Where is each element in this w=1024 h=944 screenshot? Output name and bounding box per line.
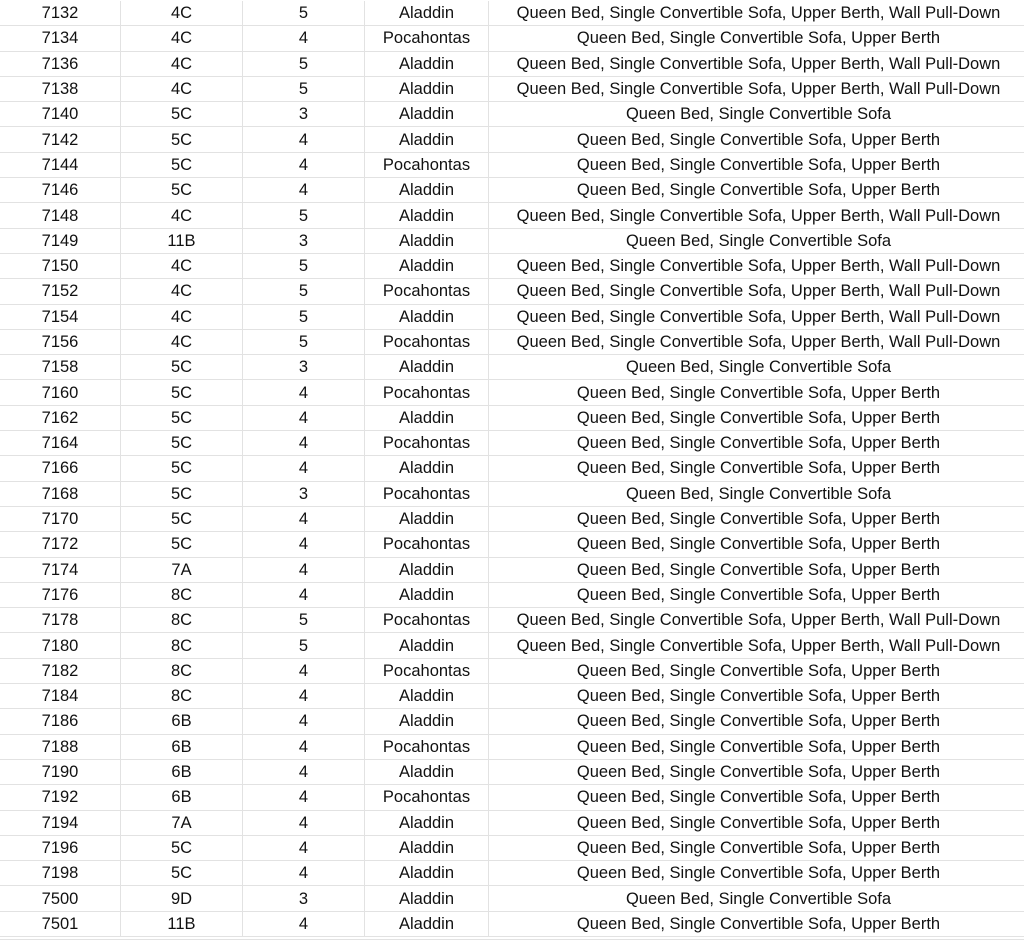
category-cell[interactable]: 5C — [121, 405, 243, 430]
cabin-cell[interactable]: 7149 — [0, 228, 121, 253]
ship-cell[interactable]: Aladdin — [365, 582, 489, 607]
sleeps-cell[interactable]: 4 — [243, 785, 365, 810]
ship-cell[interactable]: Aladdin — [365, 228, 489, 253]
category-cell[interactable]: 11B — [121, 911, 243, 936]
sleeps-cell[interactable]: 4 — [243, 810, 365, 835]
ship-cell[interactable]: Aladdin — [365, 203, 489, 228]
sleeps-cell[interactable]: 4 — [243, 431, 365, 456]
sleeps-cell[interactable]: 5 — [243, 253, 365, 278]
sleeps-cell[interactable]: 5 — [243, 633, 365, 658]
ship-cell[interactable]: Pocahontas — [365, 658, 489, 683]
table-row — [0, 127, 1024, 152]
beds-cell[interactable]: Queen Bed, Single Convertible Sofa, Upper Berth, Wall Pull-Down — [489, 633, 1024, 658]
cabin-cell[interactable]: 7172 — [0, 532, 121, 557]
sleeps-cell[interactable]: 5 — [243, 304, 365, 329]
ship-cell[interactable]: Pocahontas — [365, 532, 489, 557]
cabin-cell[interactable]: 7176 — [0, 582, 121, 607]
category-cell[interactable]: 9D — [121, 886, 243, 911]
beds-cell[interactable]: Queen Bed, Single Convertible Sofa — [489, 886, 1024, 911]
ship-cell[interactable]: Aladdin — [365, 51, 489, 76]
cabin-cell[interactable]: 7156 — [0, 329, 121, 354]
sleeps-cell[interactable]: 4 — [243, 658, 365, 683]
table-row — [0, 709, 1024, 734]
table-row — [0, 684, 1024, 709]
beds-cell[interactable]: Queen Bed, Single Convertible Sofa, Upper Berth — [489, 582, 1024, 607]
sleeps-cell[interactable]: 4 — [243, 557, 365, 582]
category-cell[interactable]: 5C — [121, 861, 243, 886]
cabin-cell[interactable]: 7192 — [0, 785, 121, 810]
ship-cell[interactable]: Aladdin — [365, 861, 489, 886]
cabin-cell[interactable]: 7190 — [0, 759, 121, 784]
ship-cell[interactable]: Aladdin — [365, 684, 489, 709]
ship-cell[interactable]: Aladdin — [365, 557, 489, 582]
table-row — [0, 355, 1024, 380]
cabin-cell[interactable]: 7140 — [0, 102, 121, 127]
cabin-cell[interactable]: 7142 — [0, 127, 121, 152]
table-row — [0, 759, 1024, 784]
ship-cell[interactable]: Aladdin — [365, 759, 489, 784]
beds-cell[interactable]: Queen Bed, Single Convertible Sofa — [489, 102, 1024, 127]
category-cell[interactable]: 4C — [121, 26, 243, 51]
beds-cell[interactable]: Queen Bed, Single Convertible Sofa, Upper Berth — [489, 405, 1024, 430]
beds-cell[interactable]: Queen Bed, Single Convertible Sofa, Upper Berth — [489, 178, 1024, 203]
sleeps-cell[interactable]: 4 — [243, 178, 365, 203]
next-row-edge — [0, 939, 1024, 944]
category-cell[interactable]: 4C — [121, 279, 243, 304]
ship-cell[interactable]: Aladdin — [365, 253, 489, 278]
beds-cell[interactable]: Queen Bed, Single Convertible Sofa, Upper Berth — [489, 658, 1024, 683]
table-row — [0, 456, 1024, 481]
beds-cell[interactable]: Queen Bed, Single Convertible Sofa, Upper Berth, Wall Pull-Down — [489, 51, 1024, 76]
ship-cell[interactable]: Pocahontas — [365, 329, 489, 354]
category-cell[interactable]: 6B — [121, 709, 243, 734]
cabin-cell[interactable]: 7150 — [0, 253, 121, 278]
category-cell[interactable]: 4C — [121, 329, 243, 354]
ship-cell[interactable]: Aladdin — [365, 102, 489, 127]
category-cell[interactable]: 11B — [121, 228, 243, 253]
table-row — [0, 481, 1024, 506]
table-row — [0, 582, 1024, 607]
table-row — [0, 102, 1024, 127]
ship-cell[interactable]: Aladdin — [365, 810, 489, 835]
table-row — [0, 633, 1024, 658]
cabin-cell[interactable]: 7132 — [0, 1, 121, 26]
cabin-cell[interactable]: 7144 — [0, 152, 121, 177]
category-cell[interactable]: 6B — [121, 734, 243, 759]
category-cell[interactable]: 6B — [121, 759, 243, 784]
cabin-cell[interactable]: 7196 — [0, 835, 121, 860]
beds-cell[interactable]: Queen Bed, Single Convertible Sofa, Upper Berth, Wall Pull-Down — [489, 76, 1024, 101]
category-cell[interactable]: 5C — [121, 456, 243, 481]
cabin-cell[interactable]: 7166 — [0, 456, 121, 481]
category-cell[interactable]: 4C — [121, 1, 243, 26]
ship-cell[interactable]: Aladdin — [365, 178, 489, 203]
ship-cell[interactable]: Aladdin — [365, 405, 489, 430]
table-row — [0, 203, 1024, 228]
cabin-cell[interactable]: 7160 — [0, 380, 121, 405]
table-row — [0, 734, 1024, 759]
cabin-cell[interactable]: 7194 — [0, 810, 121, 835]
cabin-cell[interactable]: 7500 — [0, 886, 121, 911]
cabin-cell[interactable]: 7134 — [0, 26, 121, 51]
sleeps-cell[interactable]: 5 — [243, 51, 365, 76]
ship-cell[interactable]: Pocahontas — [365, 481, 489, 506]
cabin-cell[interactable]: 7146 — [0, 178, 121, 203]
beds-cell[interactable]: Queen Bed, Single Convertible Sofa, Upper Berth — [489, 152, 1024, 177]
table-row — [0, 76, 1024, 101]
category-cell[interactable]: 5C — [121, 355, 243, 380]
table-row — [0, 279, 1024, 304]
table-row — [0, 608, 1024, 633]
sleeps-cell[interactable]: 5 — [243, 279, 365, 304]
ship-cell[interactable]: Pocahontas — [365, 785, 489, 810]
category-cell[interactable]: 5C — [121, 506, 243, 531]
table-row — [0, 26, 1024, 51]
sleeps-cell[interactable]: 4 — [243, 684, 365, 709]
category-cell[interactable]: 4C — [121, 203, 243, 228]
table-row — [0, 405, 1024, 430]
sleeps-cell[interactable]: 4 — [243, 506, 365, 531]
sleeps-cell[interactable]: 5 — [243, 76, 365, 101]
table-row — [0, 228, 1024, 253]
cabin-cell[interactable]: 7178 — [0, 608, 121, 633]
beds-cell[interactable]: Queen Bed, Single Convertible Sofa, Upper Berth — [489, 506, 1024, 531]
category-cell[interactable]: 5C — [121, 178, 243, 203]
beds-cell[interactable]: Queen Bed, Single Convertible Sofa, Upper Berth, Wall Pull-Down — [489, 253, 1024, 278]
cabin-cell[interactable]: 7158 — [0, 355, 121, 380]
category-cell[interactable]: 4C — [121, 51, 243, 76]
table-row — [0, 810, 1024, 835]
category-cell[interactable]: 5C — [121, 380, 243, 405]
category-cell[interactable]: 5C — [121, 481, 243, 506]
category-cell[interactable]: 5C — [121, 127, 243, 152]
category-cell[interactable]: 5C — [121, 532, 243, 557]
beds-cell[interactable]: Queen Bed, Single Convertible Sofa, Upper Berth — [489, 810, 1024, 835]
beds-cell[interactable]: Queen Bed, Single Convertible Sofa, Upper Berth, Wall Pull-Down — [489, 329, 1024, 354]
category-cell[interactable]: 8C — [121, 633, 243, 658]
cabin-cell[interactable]: 7152 — [0, 279, 121, 304]
category-cell[interactable]: 4C — [121, 304, 243, 329]
cabin-cell[interactable]: 7148 — [0, 203, 121, 228]
table-row — [0, 557, 1024, 582]
beds-cell[interactable]: Queen Bed, Single Convertible Sofa — [489, 481, 1024, 506]
table-row — [0, 835, 1024, 860]
ship-cell[interactable]: Pocahontas — [365, 279, 489, 304]
cabin-cell[interactable]: 7188 — [0, 734, 121, 759]
ship-cell[interactable]: Aladdin — [365, 127, 489, 152]
sleeps-cell[interactable]: 4 — [243, 380, 365, 405]
table-row — [0, 253, 1024, 278]
sleeps-cell[interactable]: 4 — [243, 835, 365, 860]
cabin-cell[interactable]: 7138 — [0, 76, 121, 101]
beds-cell[interactable]: Queen Bed, Single Convertible Sofa, Upper Berth — [489, 759, 1024, 784]
beds-cell[interactable]: Queen Bed, Single Convertible Sofa — [489, 355, 1024, 380]
beds-cell[interactable]: Queen Bed, Single Convertible Sofa, Upper Berth, Wall Pull-Down — [489, 203, 1024, 228]
table-row — [0, 304, 1024, 329]
sleeps-cell[interactable]: 4 — [243, 26, 365, 51]
cabin-cell[interactable]: 7184 — [0, 684, 121, 709]
cabin-cell[interactable]: 7182 — [0, 658, 121, 683]
beds-cell[interactable]: Queen Bed, Single Convertible Sofa, Upper Berth — [489, 26, 1024, 51]
ship-cell[interactable]: Aladdin — [365, 76, 489, 101]
cabin-cell[interactable]: 7180 — [0, 633, 121, 658]
ship-cell[interactable]: Pocahontas — [365, 608, 489, 633]
sleeps-cell[interactable]: 3 — [243, 481, 365, 506]
beds-cell[interactable]: Queen Bed, Single Convertible Sofa, Upper Berth — [489, 861, 1024, 886]
sleeps-cell[interactable]: 4 — [243, 911, 365, 936]
cabin-table — [0, 1, 1024, 937]
table-row — [0, 658, 1024, 683]
sleeps-cell[interactable]: 3 — [243, 228, 365, 253]
beds-cell[interactable]: Queen Bed, Single Convertible Sofa, Upper Berth — [489, 431, 1024, 456]
ship-cell[interactable]: Aladdin — [365, 506, 489, 531]
table-row — [0, 911, 1024, 936]
ship-cell[interactable]: Aladdin — [365, 304, 489, 329]
table-row — [0, 861, 1024, 886]
ship-cell[interactable]: Pocahontas — [365, 26, 489, 51]
ship-cell[interactable]: Aladdin — [365, 1, 489, 26]
beds-cell[interactable]: Queen Bed, Single Convertible Sofa, Upper Berth — [489, 785, 1024, 810]
cabin-cell[interactable]: 7154 — [0, 304, 121, 329]
beds-cell[interactable]: Queen Bed, Single Convertible Sofa, Upper Berth — [489, 734, 1024, 759]
ship-cell[interactable]: Aladdin — [365, 835, 489, 860]
sleeps-cell[interactable]: 4 — [243, 152, 365, 177]
sleeps-cell[interactable]: 4 — [243, 405, 365, 430]
category-cell[interactable]: 7A — [121, 557, 243, 582]
sleeps-cell[interactable]: 3 — [243, 102, 365, 127]
beds-cell[interactable]: Queen Bed, Single Convertible Sofa, Upper Berth — [489, 127, 1024, 152]
category-cell[interactable]: 8C — [121, 658, 243, 683]
table-row — [0, 506, 1024, 531]
sleeps-cell[interactable]: 5 — [243, 329, 365, 354]
table-row — [0, 51, 1024, 76]
beds-cell[interactable]: Queen Bed, Single Convertible Sofa, Upper Berth — [489, 684, 1024, 709]
category-cell[interactable]: 5C — [121, 152, 243, 177]
sleeps-cell[interactable]: 3 — [243, 355, 365, 380]
table-row — [0, 1, 1024, 26]
sleeps-cell[interactable]: 4 — [243, 709, 365, 734]
cabin-cell[interactable]: 7164 — [0, 431, 121, 456]
sleeps-cell[interactable]: 4 — [243, 456, 365, 481]
beds-cell[interactable]: Queen Bed, Single Convertible Sofa, Upper Berth — [489, 456, 1024, 481]
ship-cell[interactable]: Aladdin — [365, 886, 489, 911]
table-row — [0, 329, 1024, 354]
category-cell[interactable]: 5C — [121, 102, 243, 127]
beds-cell[interactable]: Queen Bed, Single Convertible Sofa, Upper Berth — [489, 380, 1024, 405]
category-cell[interactable]: 8C — [121, 582, 243, 607]
beds-cell[interactable]: Queen Bed, Single Convertible Sofa, Upper Berth, Wall Pull-Down — [489, 1, 1024, 26]
category-cell[interactable]: 4C — [121, 253, 243, 278]
cabin-cell[interactable]: 7162 — [0, 405, 121, 430]
cabin-cell[interactable]: 7174 — [0, 557, 121, 582]
category-cell[interactable]: 5C — [121, 431, 243, 456]
table-row — [0, 886, 1024, 911]
beds-cell[interactable]: Queen Bed, Single Convertible Sofa, Upper Berth — [489, 557, 1024, 582]
cabin-cell[interactable]: 7170 — [0, 506, 121, 531]
cabin-cell[interactable]: 7136 — [0, 51, 121, 76]
table-row — [0, 532, 1024, 557]
beds-cell[interactable]: Queen Bed, Single Convertible Sofa, Upper Berth, Wall Pull-Down — [489, 608, 1024, 633]
sleeps-cell[interactable]: 3 — [243, 886, 365, 911]
sleeps-cell[interactable]: 4 — [243, 861, 365, 886]
ship-cell[interactable]: Pocahontas — [365, 734, 489, 759]
cabin-cell[interactable]: 7501 — [0, 911, 121, 936]
sleeps-cell[interactable]: 5 — [243, 1, 365, 26]
beds-cell[interactable]: Queen Bed, Single Convertible Sofa, Upper Berth, Wall Pull-Down — [489, 279, 1024, 304]
sleeps-cell[interactable]: 4 — [243, 582, 365, 607]
beds-cell[interactable]: Queen Bed, Single Convertible Sofa, Upper Berth — [489, 709, 1024, 734]
category-cell[interactable]: 8C — [121, 684, 243, 709]
ship-cell[interactable]: Pocahontas — [365, 431, 489, 456]
ship-cell[interactable]: Aladdin — [365, 709, 489, 734]
ship-cell[interactable]: Aladdin — [365, 456, 489, 481]
beds-cell[interactable]: Queen Bed, Single Convertible Sofa, Upper Berth, Wall Pull-Down — [489, 304, 1024, 329]
sleeps-cell[interactable]: 4 — [243, 127, 365, 152]
table-row — [0, 152, 1024, 177]
ship-cell[interactable]: Aladdin — [365, 355, 489, 380]
cabin-cell[interactable]: 7186 — [0, 709, 121, 734]
cabin-cell[interactable]: 7198 — [0, 861, 121, 886]
beds-cell[interactable]: Queen Bed, Single Convertible Sofa, Upper Berth — [489, 532, 1024, 557]
cabin-cell[interactable]: 7168 — [0, 481, 121, 506]
ship-cell[interactable]: Aladdin — [365, 633, 489, 658]
category-cell[interactable]: 8C — [121, 608, 243, 633]
table-body — [0, 1, 1024, 936]
category-cell[interactable]: 7A — [121, 810, 243, 835]
sleeps-cell[interactable]: 5 — [243, 203, 365, 228]
beds-cell[interactable]: Queen Bed, Single Convertible Sofa — [489, 228, 1024, 253]
table-row — [0, 178, 1024, 203]
sleeps-cell[interactable]: 4 — [243, 532, 365, 557]
beds-cell[interactable]: Queen Bed, Single Convertible Sofa, Upper Berth — [489, 835, 1024, 860]
sleeps-cell[interactable]: 4 — [243, 734, 365, 759]
table-row — [0, 785, 1024, 810]
sleeps-cell[interactable]: 4 — [243, 759, 365, 784]
ship-cell[interactable]: Pocahontas — [365, 380, 489, 405]
table-row — [0, 431, 1024, 456]
sleeps-cell[interactable]: 5 — [243, 608, 365, 633]
category-cell[interactable]: 5C — [121, 835, 243, 860]
table-row — [0, 380, 1024, 405]
category-cell[interactable]: 6B — [121, 785, 243, 810]
ship-cell[interactable]: Aladdin — [365, 911, 489, 936]
ship-cell[interactable]: Pocahontas — [365, 152, 489, 177]
category-cell[interactable]: 4C — [121, 76, 243, 101]
beds-cell[interactable]: Queen Bed, Single Convertible Sofa, Upper Berth — [489, 911, 1024, 936]
